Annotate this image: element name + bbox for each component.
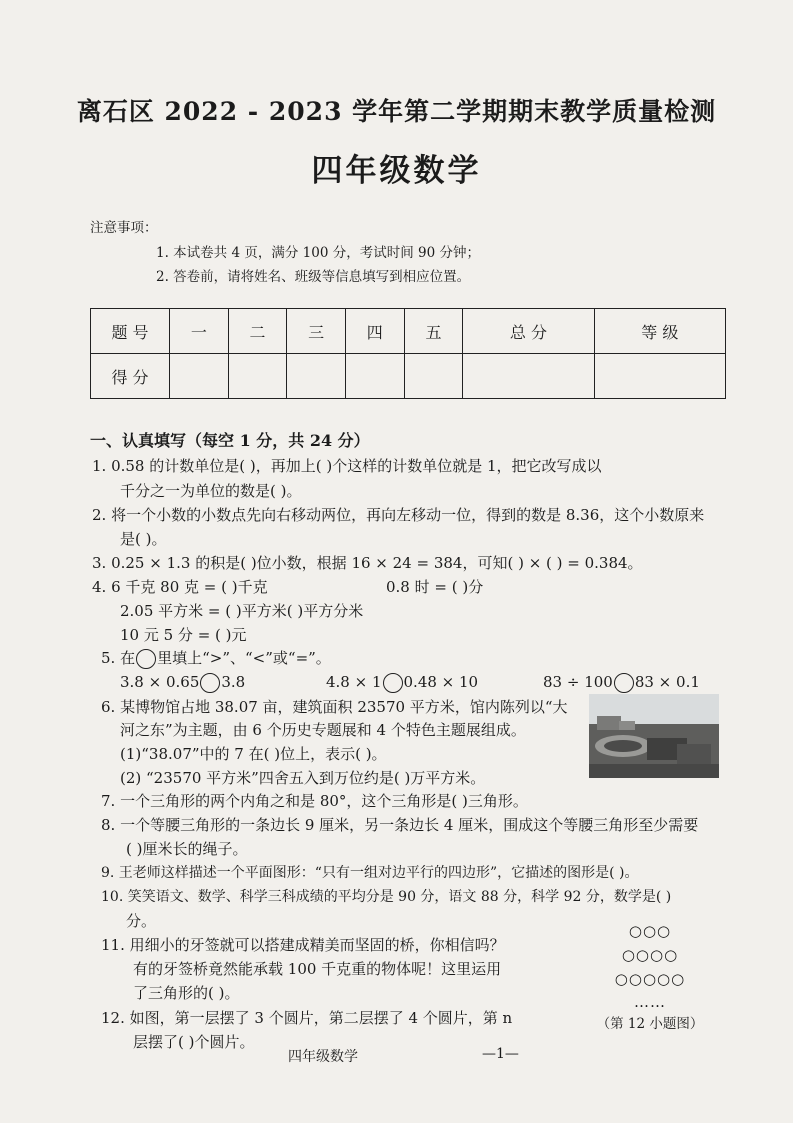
question-4d: 10 元 5 分 = ( )元 [120, 626, 247, 644]
museum-photo-image [589, 694, 719, 778]
question-11: 11. 用细小的牙签就可以搭建成精美而坚固的桥，你相信吗？ [101, 936, 505, 954]
exam-title: 离石区 2022 - 2023 学年第二学期期末教学质量检测 [76, 97, 717, 126]
compare-circle-icon[interactable] [614, 673, 634, 693]
score-cell[interactable] [287, 354, 346, 399]
compare-c-left: 83 ÷ 100 [543, 673, 613, 691]
question-12-cont: 层摆了( )个圆片。 [133, 1033, 255, 1051]
compare-circle-icon[interactable] [200, 673, 220, 693]
question-1: 1. 0.58 的计数单位是( )，再加上( )个这样的计数单位就是 1，把它改写成以 [92, 457, 602, 475]
score-table [90, 308, 726, 399]
score-cell[interactable] [463, 354, 594, 399]
notes-label: 注意事项： [90, 220, 158, 236]
footer-subject: 四年级数学 [288, 1049, 358, 1065]
score-table-header: 五 [404, 309, 463, 354]
score-table-header: 二 [228, 309, 287, 354]
circle-row-dots: …… [634, 993, 666, 1011]
compare-circle-icon [136, 649, 156, 669]
question-6-1: (1)“38.07”中的 7 在( )位上，表示( )。 [120, 745, 387, 763]
score-cell[interactable] [170, 354, 229, 399]
question-5 [101, 648, 331, 669]
score-table-header: 三 [287, 309, 346, 354]
question-11-cont2: 了三角形的( )。 [133, 984, 240, 1002]
circle-row-3: ○○○○○ [614, 970, 686, 988]
notes-item: 2. 答卷前，请将姓名、班级等信息填写到相应位置。 [156, 269, 471, 285]
question-4c: 2.05 平方米 = ( )平方米( )平方分米 [120, 602, 364, 620]
compare-b [326, 672, 478, 693]
question-2-cont: 是( )。 [120, 530, 167, 548]
question-8: 8. 一个等腰三角形的一条边长 9 厘米，另一条边长 4 厘米，围成这个等腰三角形至少需要 [101, 816, 699, 834]
score-table-header: 题 号 [91, 309, 170, 354]
question-11-cont: 有的牙签桥竟然能承载 100 千克重的物体呢！这里运用 [133, 960, 502, 978]
question-1-cont: 千分之一为单位的数是( )。 [120, 482, 302, 500]
museum-photo [589, 694, 719, 778]
score-table-header: 一 [170, 309, 229, 354]
circle-row-1: ○○○ [628, 922, 672, 940]
score-table-header: 总 分 [463, 309, 594, 354]
question-10-cont: 分。 [126, 912, 157, 930]
question-6: 6. 某博物馆占地 38.07 亩，建筑面积 23570 平方米，馆内陈列以“大 [101, 698, 568, 716]
circle-row-2: ○○○○ [621, 946, 679, 964]
question-12: 12. 如图，第一层摆了 3 个圆片，第二层摆了 4 个圆片，第 n [101, 1009, 513, 1027]
compare-circle-icon[interactable] [383, 673, 403, 693]
score-table-header: 四 [345, 309, 404, 354]
question-2: 2. 将一个小数的小数点先向右移动两位，再向左移动一位，得到的数是 8.36，这个小数原来 [92, 506, 705, 524]
score-cell[interactable] [228, 354, 287, 399]
question-4a: 4. 6 千克 80 克 = ( )千克 [92, 578, 268, 596]
section-title: 一、认真填写（每空 1 分，共 24 分） [90, 431, 370, 450]
question-5-suffix: 里填上“>”、“<”或“=”。 [157, 649, 331, 667]
compare-b-left: 4.8 × 1 [326, 673, 382, 691]
notes-item: 1. 本试卷共 4 页，满分 100 分，考试时间 90 分钟； [156, 245, 480, 261]
score-cell[interactable] [594, 354, 725, 399]
footer-page-number: —1— [482, 1046, 519, 1062]
question-7: 7. 一个三角形的两个内角之和是 80°，这个三角形是( )三角形。 [101, 792, 528, 810]
compare-c [543, 672, 700, 693]
question-6-cont: 河之东”为主题，由 6 个历史专题展和 4 个特色主题展组成。 [120, 721, 526, 739]
score-cell[interactable] [404, 354, 463, 399]
question-3: 3. 0.25 × 1.3 的积是( )位小数，根据 16 × 24 = 384，可知( ) × ( ) = 0.384。 [92, 554, 643, 572]
score-cell[interactable] [345, 354, 404, 399]
compare-a-left: 3.8 × 0.65 [120, 673, 200, 691]
exam-subtitle: 四年级数学 [311, 153, 482, 189]
question-10: 10. 笑笑语文、数学、科学三科成绩的平均分是 90 分，语文 88 分，科学 92 分，数学是( ) [101, 889, 672, 905]
question-9: 9. 王老师这样描述一个平面图形：“只有一组对边平行的四边形”，它描述的图形是( )。 [101, 865, 639, 881]
question-5-prefix: 5. 在 [101, 649, 136, 667]
compare-a-right: 3.8 [221, 673, 246, 691]
score-row-label: 得 分 [91, 354, 170, 399]
question-8-cont: ( )厘米长的绳子。 [126, 840, 248, 858]
score-table-header: 等 级 [594, 309, 725, 354]
compare-c-right: 83 × 0.1 [634, 673, 700, 691]
compare-b-right: 0.48 × 10 [403, 673, 479, 691]
figure-caption: （第 12 小题图） [596, 1016, 704, 1032]
compare-a [120, 672, 245, 693]
question-6-2: (2) “23570 平方米”四舍五入到万位约是( )万平方米。 [120, 769, 486, 787]
question-4b: 0.8 时 = ( )分 [386, 578, 484, 596]
